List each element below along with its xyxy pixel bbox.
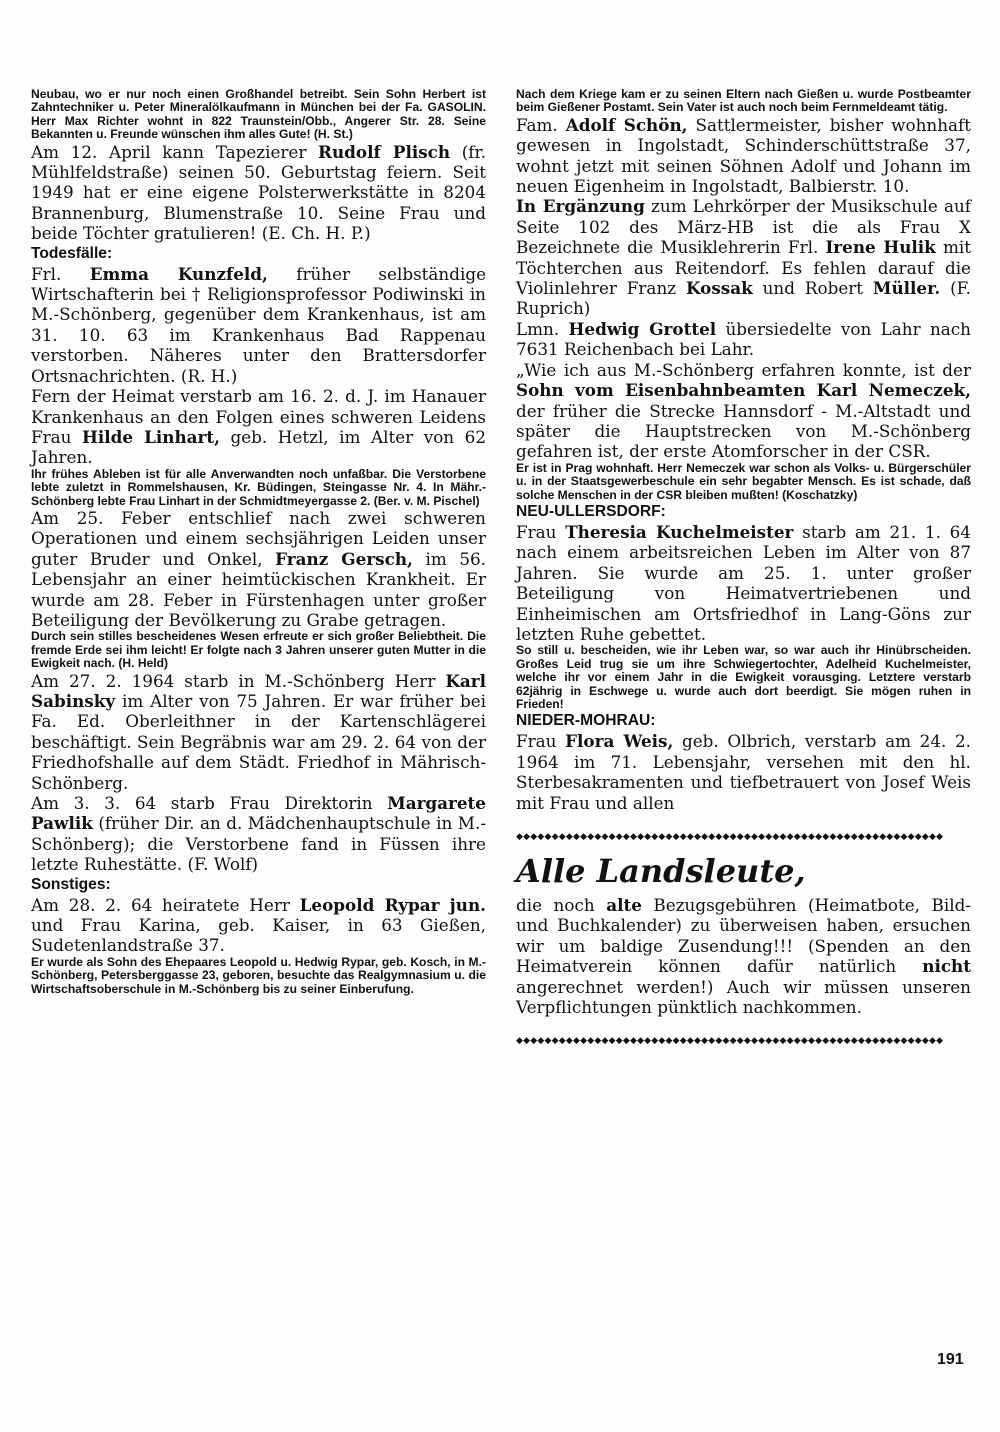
left-column: [31, 88, 486, 996]
text-run: übersiedelte von Lahr nach 7631 Reichenbach bei Lahr.: [516, 318, 971, 360]
text-run: und Robert: [752, 278, 873, 299]
text-run: Frau: [516, 521, 566, 542]
article-paragraph: [31, 386, 486, 468]
text-run: im Alter von 75 Jahren. Er war früher bei Fa. Ed. Oberleithner in der Kartenschlägerei beschäftigt. Sein Begräbnis war am 29. 2. 64 von der Friedhofshalle auf dem Städt. Friedhof in Mährisch-Schönberg.: [31, 691, 486, 793]
text-run: früher selbständige Wirtschafterin bei † Religionsprofessor Podiwinski in M.-Schönberg, gegenüber dem Krankenhaus, ist am 31. 10. 63 im Krankenhaus Bad Rappenau verstorben. Näheres unter den Brattersdorfer Ortsnachrichten. (R. H.): [31, 263, 487, 386]
section-heading: [516, 711, 971, 731]
ornament-rule-top: ◆◆◆◆◆◆◆◆◆◆◆◆◆◆◆◆◆◆◆◆◆◆◆◆◆◆◆◆◆◆◆◆◆◆◆◆◆◆◆◆◆◆◆◆◆◆◆◆◆◆◆◆◆◆◆◆◆◆◆◆: [516, 832, 944, 843]
bold-name: Theresia Kuchelmeister: [565, 521, 794, 542]
article-paragraph: [516, 115, 971, 197]
section-heading: [31, 244, 486, 264]
small-print-paragraph: [516, 644, 971, 711]
text-run: Fern der Heimat verstarb am 16. 2. d. J. im Hanauer Krankenhaus an den Folgen eines schweren Leidens Frau: [31, 386, 486, 447]
bold-name: Müller.: [872, 278, 941, 299]
text-run: im 56. Lebensjahr an einer heimtückischen Krankheit. Er wurde am 28. Feber in Fürstenhagen unter großer Beteiligung der Bevölkerung zu Grabe getragen.: [31, 548, 487, 630]
article-paragraph: [31, 671, 486, 793]
article-paragraph: [516, 319, 971, 360]
right-column: [516, 88, 971, 1047]
bold-name: Margarete Pawlik: [31, 793, 486, 834]
ad-body: [516, 895, 971, 1017]
article-paragraph: [31, 895, 486, 956]
text-run: Frl.: [31, 263, 90, 284]
bold-name: Adolf Schön,: [565, 114, 688, 135]
right-articles: [516, 88, 971, 813]
text-run: und Frau Karina, geb. Kaiser, in 63 Gießen, Sudetenlandstraße 37.: [31, 915, 486, 956]
bold-name: Franz Gersch,: [275, 548, 413, 569]
text-run: Frau: [516, 731, 566, 752]
ad-box: [516, 831, 971, 1047]
bold-name: Hilde Linhart,: [82, 426, 220, 447]
article-paragraph: [516, 522, 971, 644]
text-run: (fr. Mühlfeldstraße) seinen 50. Geburtstag feiern. Seit 1949 hat er eine eigene Polsterwerkstätte in 8204 Brannenburg, Blumenstraße 10. Seine Frau und beide Töchter gratulieren! (E. Ch. H. P.): [31, 141, 487, 244]
bold-name: In Ergänzung: [516, 196, 645, 217]
small-print-paragraph: [516, 462, 971, 502]
small-print-paragraph: [516, 88, 971, 115]
small-print-paragraph: [31, 956, 486, 996]
bold-name: Hedwig Grottel: [568, 318, 717, 339]
ornament-rule-bottom: ◆◆◆◆◆◆◆◆◆◆◆◆◆◆◆◆◆◆◆◆◆◆◆◆◆◆◆◆◆◆◆◆◆◆◆◆◆◆◆◆◆◆◆◆◆◆◆◆◆◆◆◆◆◆◆◆◆◆◆◆: [516, 1036, 944, 1047]
text-run: Am 27. 2. 1964 starb in M.-Schönberg Herr: [31, 670, 446, 691]
text-run: Fam.: [516, 114, 566, 135]
small-print-paragraph: [31, 630, 486, 670]
bold-name: Emma Kunzfeld,: [89, 263, 268, 284]
text-run: geb. Olbrich, verstarb am 24. 2. 1964 im 71. Lebensjahr, versehen mit den hl. Sterbesakramenten und tiefbetrauert von Josef Weis mit Frau und allen: [516, 731, 971, 813]
bold-name: nicht: [922, 956, 971, 977]
article-paragraph: [31, 508, 486, 630]
section-heading: [31, 875, 486, 895]
bold-name: Kossak: [685, 278, 753, 299]
text-run: Ihr frühes Ableben ist für alle Anverwandten noch unfaßbar. Die Verstorbene lebte zuletzt in Rommelshausen, Kr. Büdingen, Steingasse Nr. 4. In Mähr.-Schönberg lebte Frau Linhart in der Schmidtmeyergasse 2. (Ber. v. M. Pischel): [31, 466, 486, 508]
text-run: Bezugsgebühren (Heimatbote, Bild- und Buchkalender) zu überweisen haben, ersuchen wir um baldige Zusendung!!! (Spenden an den Heimatverein können dafür natürlich: [516, 895, 971, 977]
text-run: Sonstiges:: [31, 875, 111, 893]
article-paragraph: [31, 142, 486, 244]
article-paragraph: [516, 360, 971, 462]
text-run: Sattlermeister, bisher wohnhaft gewesen in Ingolstadt, Schinderschüttstraße 37, wohnt jetzt mit seinen Söhnen Adolf und Johann im neuen Eigenheim in Ingolstadt, Balbierstr. 10.: [516, 114, 971, 197]
page-number: 191: [937, 1351, 964, 1368]
text-run: NEU-ULLERSDORF:: [516, 502, 666, 520]
bold-name: Leopold Rypar jun.: [299, 894, 486, 915]
text-run: Am 12. April kann Tapezierer: [31, 141, 319, 162]
section-heading: [516, 502, 971, 522]
text-run: Neubau, wo er nur noch einen Großhandel betreibt. Sein Sohn Herbert ist Zahntechniker u. Peter Mineralölkaufmann in München bei der Fa. GASOLIN. Herr Max Richter wohnt in 822 Traunstein/Obb., Angerer Str. 28. Seine Bekannten u. Freunde wünschen ihm alles Gute! (H. St.): [31, 87, 486, 142]
bold-name: alte: [606, 895, 642, 916]
text-run: zum Lehrkörper der Musikschule auf Seite 102 des März-HB ist die als Frau X Bezeichnete die Musiklehrerin Frl.: [516, 196, 971, 258]
article-paragraph: [31, 264, 486, 386]
bold-name: Flora Weis,: [565, 731, 674, 752]
ad-title: Alle Landsleute,: [516, 852, 806, 891]
text-run: Durch sein stilles bescheidenes Wesen erfreute er sich großer Beliebtheit. Die fremde Erde sei ihm leicht! Er folgte nach 3 Jahren unserer guten Mutter in die Ewigkeit nach. (H. Held): [31, 629, 486, 671]
text-run: die noch: [516, 895, 607, 916]
small-print-paragraph: [31, 88, 486, 142]
article-paragraph: [31, 793, 486, 875]
text-run: Am 25. Feber entschlief nach zwei schweren Operationen und einem sechsjährigen Leiden unser guter Bruder und Onkel,: [31, 507, 486, 569]
article-paragraph: [516, 196, 971, 318]
bold-name: Irene Hulik: [825, 237, 936, 258]
text-run: (F. Ruprich): [516, 278, 971, 319]
text-run: Am 28. 2. 64 heiratete Herr: [31, 894, 300, 915]
text-run: der früher die Strecke Hannsdorf - M.-Altstadt und später die Hauptstrecken von M.-Schönberg gefahren ist, der erste Atomforscher in der CSR.: [516, 400, 971, 462]
bold-name: Karl Sabinsky: [31, 670, 486, 711]
text-run: NIEDER-MOHRAU:: [516, 712, 656, 730]
text-run: Todesfälle:: [31, 244, 113, 262]
text-run: mit Töchterchen aus Reitendorf. Es fehlen darauf die Violinlehrer Franz: [516, 237, 971, 299]
text-run: angerechnet werden!) Auch wir müssen unseren Verpflichtungen pünktlich nachkommen.: [516, 976, 971, 1018]
bold-name: Rudolf Plisch: [318, 141, 451, 162]
text-run: Lmn.: [516, 318, 569, 339]
text-run: Nach dem Kriege kam er zu seinen Eltern nach Gießen u. wurde Postbeamter beim Gießener Postamt. Sein Vater ist auch noch beim Fernmeldeamt tätig.: [516, 87, 971, 115]
article-paragraph: [516, 731, 971, 813]
small-print-paragraph: [31, 468, 486, 508]
text-run: (früher Dir. an d. Mädchenhauptschule in M.-Schönberg); die Verstorbene fand in Füssen ihre letzte Ruhestätte. (F. Wolf): [31, 813, 486, 875]
text-run: Er wurde als Sohn des Ehepaares Leopold u. Hedwig Rypar, geb. Kosch, in M.-Schönberg, Petersberggasse 23, geboren, besuchte das Realgymnasium u. die Wirtschaftsoberschule in M.-Schönberg bis zu seiner Einberufung.: [31, 954, 486, 996]
text-run: starb am 21. 1. 64 nach einem arbeitsreichen Leben im Alter von 87 Jahren. Sie wurde am 25. 1. unter großer Beteiligung von Heimatvertriebenen und Einheimischen am Ortsfriedhof in Lang-Göns zur letzten Ruhe gebettet.: [516, 521, 971, 644]
text-run: geb. Hetzl, im Alter von 62 Jahren.: [31, 426, 486, 468]
bold-name: Sohn vom Eisenbahnbeamten Karl Nemeczek,: [516, 380, 971, 401]
text-run: Er ist in Prag wohnhaft. Herr Nemeczek war schon als Volks- u. Bürgerschüler u. in der Staatsgewerbeschule ein sehr begabter Mensch. Es ist schade, daß solche Menschen in der CSR bleiben mußten! (Koschatzky): [516, 460, 971, 502]
text-run: So still u. bescheiden, wie ihr Leben war, so war auch ihr Hinübrscheiden. Großes Leid trug sie um ihre Schwiegertochter, Adelheid Kuchelmeister, welche ihr vor einem Jahr in die Ewigkeit vorausging. Letztere verstarb 62jährig in Eschwege u. wurde auch dort beerdigt. Sie mögen ruhen in Frieden!: [516, 643, 971, 711]
text-run: Am 3. 3. 64 starb Frau Direktorin: [31, 793, 388, 814]
text-run: „Wie ich aus M.-Schönberg erfahren konnte, ist der: [516, 359, 971, 380]
